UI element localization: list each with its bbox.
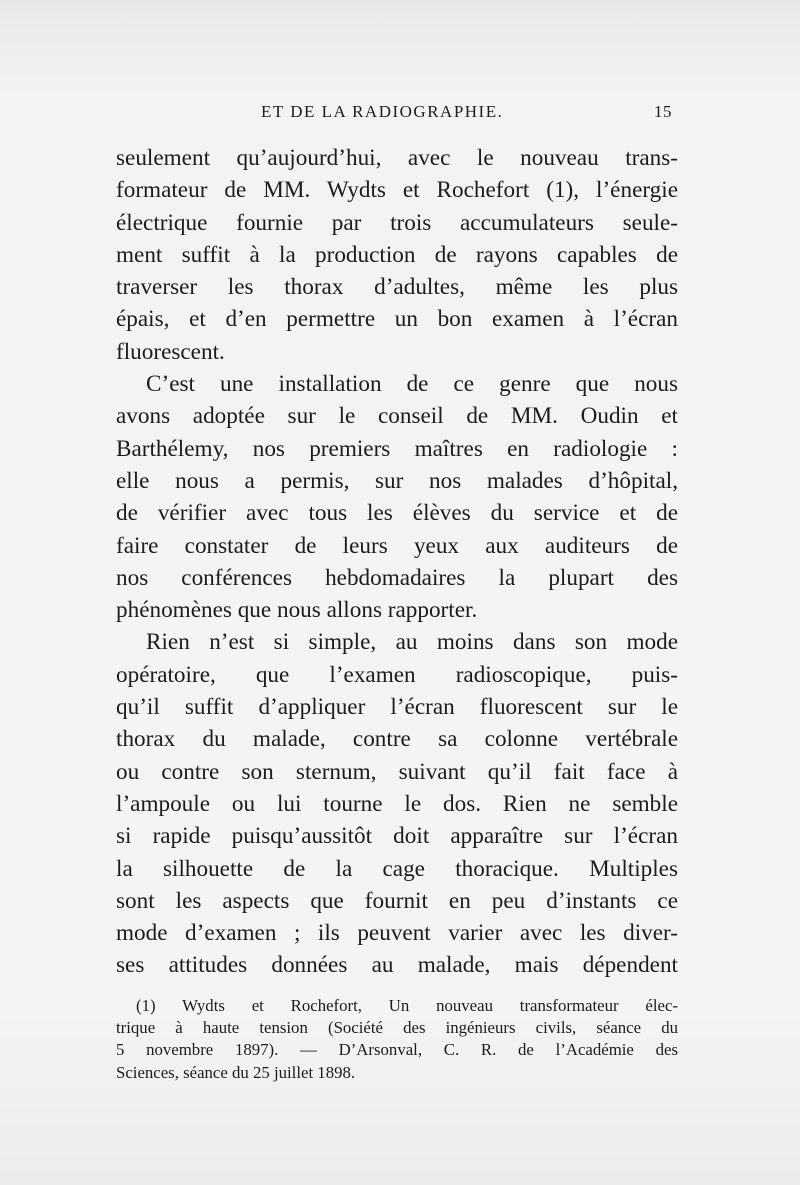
running-head-title: ET DE LA RADIOGRAPHIE.	[261, 102, 504, 121]
text-line: épais, et d’en permettre un bon examen à l’écran	[116, 306, 678, 333]
text-line: si rapide puisqu’aussitôt doit apparaître sur l’écran	[116, 823, 678, 850]
text-line: l’ampoule ou lui tourne le dos. Rien ne semble	[116, 790, 678, 817]
text-line: ses attitudes données au malade, mais dépendent	[116, 952, 678, 979]
text-line: Barthélemy, nos premiers maîtres en radiologie :	[116, 435, 678, 462]
text-line: sont les aspects que fournit en peu d’instants ce	[116, 887, 678, 914]
text-line: ou contre son sternum, suivant qu’il fait face à	[116, 758, 678, 785]
body-text	[116, 142, 678, 982]
text-line: fluorescent.	[116, 338, 225, 365]
text-line: phénomènes que nous allons rapporter.	[116, 597, 478, 624]
text-line: qu’il suffit d’appliquer l’écran fluorescent sur le	[116, 694, 678, 721]
text-line: opératoire, que l’examen radioscopique, puis-	[116, 661, 678, 688]
text-line: de vérifier avec tous les élèves du service et de	[116, 500, 678, 527]
paragraph-start-line: C’est une installation de ce genre que nous	[146, 371, 678, 398]
text-line: la silhouette de la cage thoracique. Multiples	[116, 855, 678, 882]
text-line: mode d’examen ; ils peuvent varier avec les diver-	[116, 920, 678, 947]
text-line: électrique fournie par trois accumulateurs seule-	[116, 209, 678, 236]
text-line: ment suffit à la production de rayons capables de	[116, 241, 678, 268]
text-line: nos conférences hebdomadaires la plupart des	[116, 564, 678, 591]
footnote-line: Sciences, séance du 25 juillet 1898.	[116, 1062, 356, 1082]
text-line: elle nous a permis, sur nos malades d’hôpital,	[116, 467, 678, 494]
running-head	[116, 102, 678, 126]
paragraph-start-line: Rien n’est si simple, au moins dans son mode	[146, 629, 678, 656]
text-line: formateur de MM. Wydts et Rochefort (1), l’énergie	[116, 177, 678, 204]
text-line: avons adoptée sur le conseil de MM. Oudin et	[116, 403, 678, 430]
text-line: seulement qu’aujourd’hui, avec le nouveau trans-	[116, 145, 678, 171]
footnote-line: 5 novembre 1897). — D’Arsonval, C. R. de l’Académie des	[116, 1040, 678, 1060]
text-line: traverser les thorax d’adultes, même les plus	[116, 274, 678, 301]
footnote-line: trique à haute tension (Société des ingénieurs civils, séance du	[116, 1018, 678, 1038]
text-line: thorax du malade, contre sa colonne vertébrale	[116, 726, 678, 753]
footnote	[116, 995, 678, 1084]
footnote-line: (1) Wydts et Rochefort, Un nouveau transformateur élec-	[136, 996, 678, 1015]
page-number: 15	[654, 102, 672, 121]
text-line: faire constater de leurs yeux aux auditeurs de	[116, 532, 678, 559]
